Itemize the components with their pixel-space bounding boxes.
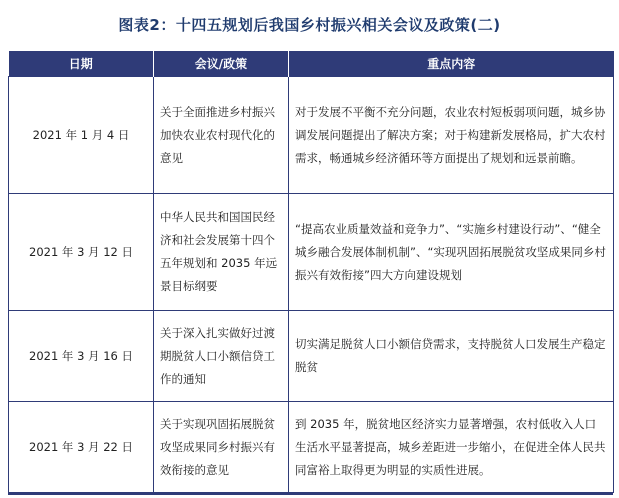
column-header-policy: 会议/政策 xyxy=(154,51,289,77)
table-row xyxy=(9,77,614,194)
policy-table xyxy=(8,51,614,493)
table-row xyxy=(9,402,614,493)
content-cell: 到 2035 年，脱贫地区经济实力显著增强，农村低收入人口生活水平显著提高，城乡差距进一步缩小，在促进全体人民共同富裕上取得更为明显的实质性进展。 xyxy=(289,402,614,493)
column-header-date: 日期 xyxy=(9,51,154,77)
table-bottom-rule xyxy=(8,493,613,495)
content-cell: 切实满足脱贫人口小额信贷需求，支持脱贫人口发展生产稳定脱贫 xyxy=(289,311,614,402)
date-cell: 2021 年 3 月 22 日 xyxy=(9,402,154,493)
policy-cell: 关于全面推进乡村振兴加快农业农村现代化的意见 xyxy=(154,77,289,194)
policy-cell: 中华人民共和国国民经济和社会发展第十四个五年规划和 2035 年远景目标纲要 xyxy=(154,194,289,311)
policy-cell: 关于深入扎实做好过渡期脱贫人口小额信贷工作的通知 xyxy=(154,311,289,402)
policy-cell: 关于实现巩固拓展脱贫攻坚成果同乡村振兴有效衔接的意见 xyxy=(154,402,289,493)
table-row xyxy=(9,311,614,402)
date-cell: 2021 年 1 月 4 日 xyxy=(9,77,154,194)
content-cell: “提高农业质量效益和竞争力”、“实施乡村建设行动”、“健全城乡融合发展体制机制”、“实现巩固拓展脱贫攻坚成果同乡村振兴有效衔接”四大方向建设规划 xyxy=(289,194,614,311)
table-header-row xyxy=(9,51,614,77)
page-title: 图表2：十四五规划后我国乡村振兴相关会议及政策(二) xyxy=(118,16,501,34)
date-cell: 2021 年 3 月 12 日 xyxy=(9,194,154,311)
content-cell: 对于发展不平衡不充分问题，农业农村短板弱项问题，城乡协调发展问题提出了解决方案；对于构建新发展格局，扩大农村需求，畅通城乡经济循环等方面提出了规划和远景前瞻。 xyxy=(289,77,614,194)
column-header-content: 重点内容 xyxy=(289,51,614,77)
date-cell: 2021 年 3 月 16 日 xyxy=(9,311,154,402)
table-row xyxy=(9,194,614,311)
